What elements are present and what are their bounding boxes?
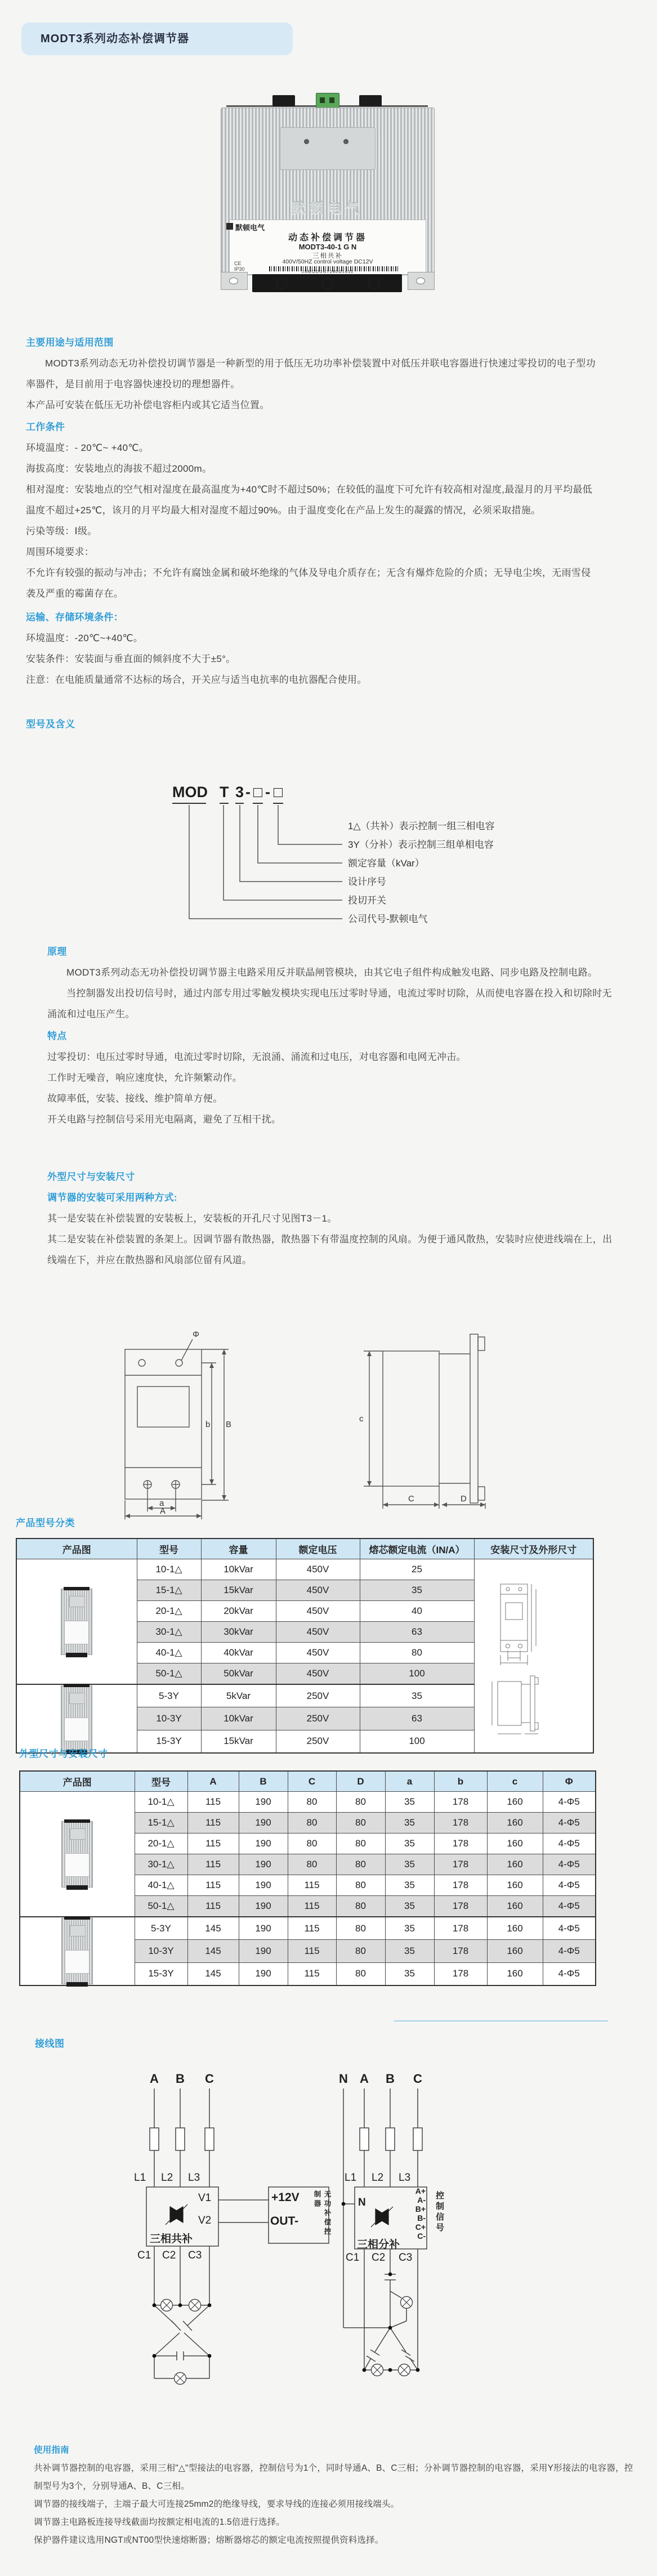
fuse-current-cell: 63	[360, 1707, 474, 1730]
title-banner	[21, 23, 293, 55]
control-signal-label: 控制信号	[435, 2191, 444, 2234]
wiring-diagram	[129, 2072, 642, 2409]
wiring-phase-label: C	[205, 2072, 214, 2086]
usage-paragraph-2: 本产品可安装在低压无功补偿电容柜内或其它适当位置。	[26, 400, 270, 410]
dimension-value-cell: 160	[487, 1875, 543, 1896]
dimension-value-cell: 178	[434, 1940, 487, 1962]
model-token-box2: □	[273, 784, 283, 804]
capacity-cell: 40kVar	[201, 1643, 276, 1663]
voltage-cell: 250V	[276, 1730, 360, 1753]
table-row	[16, 1559, 593, 1580]
dimension-value-cell: 160	[487, 1896, 543, 1917]
wiring-output-label: C3	[188, 2249, 202, 2261]
voltage-cell: 250V	[276, 1707, 360, 1730]
dimension-value-cell: 115	[288, 1962, 336, 1985]
device-led-panel	[280, 127, 376, 170]
model-cell: 50-1△	[135, 1896, 187, 1917]
product-photo-small	[61, 1918, 93, 1984]
wiring-output-label: C2	[162, 2249, 176, 2261]
feature-line: 过零投切：电压过零时导通，电流过零时切除，无浪涌、涌流和过电压，对电容器和电网无冲击。	[47, 1052, 466, 1062]
svg-text:c: c	[359, 1414, 364, 1424]
dimension-value-cell: 160	[487, 1940, 543, 1962]
table-header-cell: a	[385, 1771, 434, 1792]
dimension-value-cell: 35	[385, 1854, 434, 1875]
model-cell: 15-1△	[137, 1580, 201, 1601]
section-model-heading: 型号及含义	[26, 719, 75, 730]
front-view-drawing	[113, 1326, 236, 1520]
device-embossed-logo: 默顿电气	[292, 201, 364, 216]
table-header-cell: D	[336, 1771, 385, 1792]
dimension-value-cell: 190	[239, 1896, 288, 1917]
wiring-terminal-label: A-	[417, 2195, 426, 2204]
section-transport	[26, 607, 596, 690]
table-header-cell: 容量	[201, 1539, 276, 1559]
wiring-phase-label: A	[150, 2072, 159, 2086]
table-header-cell: 额定电压	[276, 1539, 360, 1559]
section-principle-heading: 原理	[47, 946, 67, 957]
fuse-current-cell: 63	[360, 1622, 474, 1643]
device-heatsink-body	[221, 108, 435, 275]
install-paragraph-2: 其二是安装在补偿装置的条架上。因调节器有散热器，散热器下有带温度控制的风扇。为便于通风散热，安装时应使进线端在上，出线端在下，并应在散热器和风扇部位留有风道。	[47, 1234, 613, 1265]
dimension-value-cell: 80	[336, 1792, 385, 1813]
device-bottom-terminals	[252, 274, 402, 292]
wiring-terminal-label: C-	[417, 2231, 426, 2240]
dimension-value-cell: 190	[239, 1875, 288, 1896]
dimension-value-cell: 145	[187, 1962, 239, 1985]
dimension-value-cell: 35	[385, 1833, 434, 1854]
dimension-value-cell: 145	[187, 1917, 239, 1940]
section-transport-heading: 运输、存储环境条件：	[26, 612, 123, 623]
svg-text:b: b	[205, 1420, 211, 1429]
terminal-screw	[322, 278, 333, 289]
section-usage-heading: 主要用途与适用范围	[26, 337, 114, 348]
section-guide-heading: 使用指南	[34, 2445, 69, 2455]
wiring-output-label: C1	[346, 2252, 360, 2264]
voltage-cell: 450V	[276, 1580, 360, 1601]
wiring-phase-label: B	[176, 2072, 185, 2086]
dimension-value-cell: 115	[187, 1896, 239, 1917]
dimension-value-cell: 190	[239, 1962, 288, 1985]
install-paragraph-1: 其一是安装在补偿装置的安装板上，安装板的开孔尺寸见图T3－1。	[47, 1213, 337, 1224]
model-token-mod: MOD	[172, 784, 206, 804]
dimension-value-cell: 115	[288, 1896, 336, 1917]
dimension-value-cell: 80	[288, 1854, 336, 1875]
model-cell: 10-1△	[137, 1559, 201, 1580]
dimension-value-cell: 35	[385, 1875, 434, 1896]
dimension-value-cell: 190	[239, 1854, 288, 1875]
product-photo-small	[61, 1685, 92, 1752]
table-header-cell: 安装尺寸及外形尺寸	[474, 1539, 593, 1559]
section-working-conditions	[26, 417, 596, 604]
fuse-current-cell: 35	[360, 1580, 474, 1601]
dimension-value-cell: 178	[434, 1792, 487, 1813]
section-principle	[47, 941, 615, 1025]
dimension-value-cell: 178	[434, 1962, 487, 1985]
dimension-value-cell: 115	[187, 1875, 239, 1896]
wiring-terminal-label: V1	[198, 2192, 212, 2204]
capacity-cell: 5kVar	[201, 1684, 276, 1707]
transport-line: 环境温度：-20℃~+40℃。	[26, 633, 144, 643]
table-header-cell: b	[434, 1771, 487, 1792]
product-image-cell	[20, 1917, 135, 1985]
dimension-value-cell: 4-Φ5	[543, 1875, 596, 1896]
working-line: 周围环境要求：	[26, 547, 95, 557]
mounting-ear-left	[221, 272, 248, 290]
dimension-value-cell: 80	[336, 1940, 385, 1962]
section-working-heading: 工作条件	[26, 422, 65, 432]
section-install	[47, 1166, 615, 1271]
wiring-phase-label: A	[360, 2072, 369, 2086]
dimensions-sketch	[475, 1572, 560, 1741]
voltage-cell: 450V	[276, 1601, 360, 1622]
model-dash: -	[245, 784, 251, 800]
model-cell: 5-3Y	[137, 1684, 201, 1707]
dimension-value-cell: 115	[288, 1940, 336, 1962]
model-label-1: 1△（共补）表示控制一组三相电容	[348, 821, 495, 831]
dimension-value-cell: 80	[288, 1833, 336, 1854]
principle-paragraph-2: 当控制器发出投切信号时，通过内部专用过零触发模块实现电压过零时导通，电流过零时切除，从而使电容器在投入和切除时无涌流和过电压产生。	[47, 988, 612, 1019]
dimension-value-cell: 80	[336, 1813, 385, 1833]
terminal-screw	[276, 278, 287, 289]
voltage-cell: 250V	[276, 1684, 360, 1707]
dimension-value-cell: 80	[288, 1792, 336, 1813]
dimension-value-cell: 115	[187, 1833, 239, 1854]
nameplate-ce-ip: CE IP30	[234, 261, 245, 272]
dimensions-sketch-cell	[474, 1559, 593, 1754]
voltage-cell: 450V	[276, 1622, 360, 1643]
dimension-value-cell: 160	[487, 1854, 543, 1875]
model-cell: 15-3Y	[137, 1730, 201, 1753]
wiring-output-label: C3	[399, 2252, 413, 2264]
wiring-terminal-label: B+	[415, 2204, 426, 2213]
brand-logo-icon	[226, 223, 233, 230]
fuse-current-cell: 80	[360, 1643, 474, 1663]
dimension-value-cell: 160	[487, 1813, 543, 1833]
page-title: MODT3系列动态补偿调节器	[41, 33, 189, 45]
dimension-value-cell: 178	[434, 1896, 487, 1917]
nameplate-brand: 默顿电气	[235, 222, 265, 232]
wiring-n-terminal-label: N	[358, 2197, 366, 2208]
dimension-value-cell: 115	[187, 1854, 239, 1875]
dimension-table	[19, 1770, 596, 1986]
device-terminal-block-right	[359, 95, 382, 106]
svg-text:a: a	[159, 1499, 164, 1508]
model-cell: 30-1△	[135, 1854, 187, 1875]
guide-line: 保护器件建议选用NGT或NT00型快速熔断器；熔断器熔芯的额定电流按照提供资料选择。	[34, 2535, 384, 2545]
wiring-input-label: L1	[134, 2172, 146, 2184]
dimension-value-cell: 35	[385, 1792, 434, 1813]
model-cell: 10-1△	[135, 1792, 187, 1813]
dimension-value-cell: 35	[385, 1940, 434, 1962]
dimension-value-cell: 115	[288, 1917, 336, 1940]
guide-line: 调节器的接线端子，主端子最大可连接25mm2的绝缘导线，要求导线的连接必须用接线端头。	[34, 2499, 400, 2509]
section-usage	[26, 332, 596, 415]
divider-rule	[394, 2020, 608, 2022]
table-header-cell: 产品图	[20, 1771, 135, 1792]
dimension-value-cell: 115	[288, 1875, 336, 1896]
table-header-cell: C	[288, 1771, 336, 1792]
nameplate-product: 动态补偿调节器	[288, 233, 367, 243]
product-image-cell	[16, 1684, 137, 1753]
dimension-value-cell: 178	[434, 1813, 487, 1833]
dimension-value-cell: 35	[385, 1896, 434, 1917]
dimension-value-cell: 178	[434, 1833, 487, 1854]
install-sub-heading: 调节器的安装可采用两种方式:	[47, 1192, 177, 1203]
product-image-cell	[16, 1559, 137, 1685]
capacity-cell: 50kVar	[201, 1663, 276, 1685]
model-cell: 20-1△	[137, 1601, 201, 1622]
working-line: 不允许有较强的振动与冲击；不允许有腐蚀金属和破坏绝缘的气体及导电介质存在；无含有爆炸危险的介质；无导电尘埃，无雨雪侵袭及严重的霉菌存在。	[26, 567, 591, 599]
svg-text:Φ: Φ	[193, 1330, 199, 1339]
dimension-value-cell: 80	[336, 1896, 385, 1917]
usage-paragraph-1: MODT3系列动态无功补偿投切调节器是一种新型的用于低压无功功率补偿装置中对低压并联电容器进行快速过零投切的电子型功率器件，是目前用于电容器快速投切的理想器件。	[26, 358, 596, 390]
dimension-value-cell: 80	[288, 1813, 336, 1833]
dimension-value-cell: 190	[239, 1833, 288, 1854]
dimension-value-cell: 115	[187, 1792, 239, 1813]
model-cell: 40-1△	[135, 1875, 187, 1896]
side-view-drawing	[355, 1326, 495, 1520]
wiring-terminal-label: C+	[415, 2222, 426, 2231]
fuse-current-cell: 40	[360, 1601, 474, 1622]
dimension-value-cell: 190	[239, 1792, 288, 1813]
dimension-value-cell: 4-Φ5	[543, 1813, 596, 1833]
dimension-value-cell: 4-Φ5	[543, 1833, 596, 1854]
dimension-value-cell: 160	[487, 1833, 543, 1854]
section-features	[47, 1026, 615, 1130]
table-header-cell: Φ	[543, 1771, 596, 1792]
wiring-input-label: L1	[345, 2172, 357, 2184]
voltage-cell: 450V	[276, 1643, 360, 1663]
table-header-cell: B	[239, 1771, 288, 1792]
model-token-box1: □	[253, 784, 263, 804]
section-guide	[34, 2441, 642, 2550]
section-install-heading: 外型尺寸与安装尺寸	[47, 1171, 135, 1182]
capacity-cell: 10kVar	[201, 1559, 276, 1580]
model-token-t: T	[220, 784, 229, 804]
wiring-output-label: C1	[137, 2249, 151, 2261]
dimension-value-cell: 178	[434, 1875, 487, 1896]
dimension-value-cell: 80	[336, 1875, 385, 1896]
wiring-box-label: 三相共补	[150, 2233, 193, 2245]
dimension-value-cell: 115	[187, 1813, 239, 1833]
model-cell: 15-1△	[135, 1813, 187, 1833]
section-wiring-heading: 接线图	[35, 2038, 65, 2049]
working-line: 海拔高度：安装地点的海拔不超过2000m。	[26, 463, 212, 474]
model-label-5: 投切开关	[348, 895, 386, 906]
table-row	[20, 1792, 596, 1813]
controller-out-label: OUT-	[270, 2215, 299, 2228]
feature-line: 工作时无噪音，响应速度快，允许频繁动作。	[47, 1072, 242, 1083]
model-cell: 10-3Y	[137, 1707, 201, 1730]
product-photo	[221, 93, 433, 298]
nameplate-model: MODT3-40-1 G N	[298, 243, 357, 251]
dimension-value-cell: 4-Φ5	[543, 1940, 596, 1962]
model-label-6: 公司代号-默顿电气	[348, 914, 428, 924]
dimension-value-cell: 190	[239, 1917, 288, 1940]
model-cell: 30-1△	[137, 1622, 201, 1643]
dimension-value-cell: 190	[239, 1813, 288, 1833]
feature-line: 故障率低，安装、接线、维护简单方便。	[47, 1093, 223, 1104]
device-control-terminal	[316, 93, 339, 109]
dimension-value-cell: 160	[487, 1917, 543, 1940]
wiring-terminal-label: A+	[415, 2186, 426, 2195]
dimension-value-cell: 145	[187, 1940, 239, 1962]
svg-text:A: A	[160, 1506, 166, 1516]
dimension-value-cell: 160	[487, 1792, 543, 1813]
model-dash: -	[265, 784, 270, 800]
transport-line: 安装条件：安装面与垂直面的倾斜度不大于±5°。	[26, 654, 236, 664]
guide-line: 共补调节器控制的电容器，采用三相"△"型接法的电容器，控制信号为1个，同时导通A、B、C三相；分补调节器控制的电容器，采用Y形接法的电容器，控制型号为3个，分别导通A、B、C三相。	[34, 2463, 633, 2491]
led-indicator	[343, 139, 348, 144]
wiring-input-label: L3	[188, 2172, 200, 2184]
capacity-cell: 10kVar	[201, 1707, 276, 1730]
dimension-value-cell: 160	[487, 1962, 543, 1985]
wiring-input-label: L2	[161, 2172, 173, 2184]
fuse-current-cell: 100	[360, 1663, 474, 1685]
wiring-terminal-label: V2	[198, 2215, 212, 2226]
led-indicator	[304, 139, 309, 144]
feature-line: 开关电路与控制信号采用光电隔离，避免了互相干扰。	[47, 1114, 281, 1125]
guide-line: 调节器主电路板连接导线截面均按额定相电流的1.5倍进行选择。	[34, 2517, 285, 2527]
wiring-input-label: L3	[399, 2172, 411, 2184]
terminal-screw	[368, 278, 379, 289]
svg-text:B: B	[226, 1420, 232, 1429]
working-line: 相对湿度：安装地点的空气相对湿度在最高温度为+40℃时不超过50%；在较低的温度下可允许有较高相对湿度,最湿月的月平均最低温度不超过+25℃，该月的月平均最大相对湿度不超过90%。由于温度变化在产品上发生的凝露的情况，必须采取措施。	[26, 484, 592, 516]
classification-table	[16, 1538, 594, 1754]
dimension-value-cell: 4-Φ5	[543, 1792, 596, 1813]
capacity-cell: 30kVar	[201, 1622, 276, 1643]
table-header-cell: 型号	[135, 1771, 187, 1792]
fuse-current-cell: 25	[360, 1559, 474, 1580]
controller-name-label: 无功补偿控制器	[313, 2190, 331, 2237]
section-dim-table-heading: 外型尺寸与安装尺寸	[19, 1748, 108, 1759]
dimension-value-cell: 80	[336, 1854, 385, 1875]
model-cell: 50-1△	[137, 1663, 201, 1685]
dimension-value-cell: 4-Φ5	[543, 1917, 596, 1940]
model-cell: 40-1△	[137, 1643, 201, 1663]
product-photo-small	[61, 1589, 92, 1655]
table-header-cell: A	[187, 1771, 239, 1792]
dimension-value-cell: 80	[336, 1917, 385, 1940]
nameplate-rating: 400V/50HZ control voltage DC12V	[282, 258, 373, 265]
product-photo-small	[61, 1821, 93, 1888]
table-header-cell: 产品图	[16, 1539, 137, 1559]
device-terminal-block-left	[272, 95, 295, 106]
wiring-box-label: 三相分补	[357, 2239, 400, 2251]
capacity-cell: 15kVar	[201, 1730, 276, 1753]
working-line: 污染等级：Ⅰ级。	[26, 526, 97, 536]
table-header-cell: 型号	[137, 1539, 201, 1559]
dimension-value-cell: 80	[336, 1833, 385, 1854]
capacity-cell: 15kVar	[201, 1580, 276, 1601]
product-image-cell	[20, 1792, 135, 1917]
wiring-phase-label: C	[413, 2072, 422, 2086]
controller-plus-label: +12V	[271, 2191, 300, 2204]
fuse-current-cell: 35	[360, 1684, 474, 1707]
capacity-cell: 20kVar	[201, 1601, 276, 1622]
svg-text:D: D	[461, 1494, 467, 1504]
wiring-terminal-label: B-	[417, 2213, 426, 2222]
dimension-value-cell: 4-Φ5	[543, 1854, 596, 1875]
dimension-value-cell: 178	[434, 1917, 487, 1940]
wiring-neutral-label: N	[339, 2072, 348, 2086]
working-line: 环境温度：- 20℃~ +40℃。	[26, 442, 149, 453]
svg-text:C: C	[408, 1494, 414, 1504]
model-label-2: 3Y（分补）表示控制三组单相电容	[348, 839, 494, 850]
mounting-ear-right	[408, 272, 435, 290]
dimension-value-cell: 35	[385, 1917, 434, 1940]
section-classification-heading: 产品型号分类	[16, 1518, 75, 1528]
device-nameplate	[229, 220, 426, 275]
dimension-value-cell: 4-Φ5	[543, 1962, 596, 1985]
dimension-value-cell: 35	[385, 1813, 434, 1833]
section-features-heading: 特点	[47, 1031, 67, 1041]
dimension-value-cell: 4-Φ5	[543, 1896, 596, 1917]
model-cell: 10-3Y	[135, 1940, 187, 1962]
table-header-cell: c	[487, 1771, 543, 1792]
dimension-value-cell: 190	[239, 1940, 288, 1962]
voltage-cell: 450V	[276, 1559, 360, 1580]
principle-paragraph-1: MODT3系列动态无功补偿投切调节器主电路采用反并联晶闸管模块，由其它电子组件构成触发电路、同步电路及控制电路。	[66, 967, 598, 978]
voltage-cell: 450V	[276, 1663, 360, 1685]
model-token-3: 3	[235, 784, 244, 804]
wiring-phase-label: B	[386, 2072, 395, 2086]
dimension-value-cell: 80	[336, 1962, 385, 1985]
model-cell: 5-3Y	[135, 1917, 187, 1940]
table-row	[20, 1917, 596, 1940]
transport-line: 注意：在电能质量通常不达标的场合，开关应与适当电抗率的电抗器配合使用。	[26, 674, 367, 685]
nameplate-phase: 三相共补	[312, 253, 343, 260]
model-cell: 20-1△	[135, 1833, 187, 1854]
model-label-3: 额定容量（kVar）	[348, 858, 424, 869]
table-header-cell: 熔芯额定电流（IN/A）	[360, 1539, 474, 1559]
wiring-output-label: C2	[372, 2252, 386, 2264]
wiring-input-label: L2	[372, 2172, 384, 2184]
nameplate-serial: JSMODUNT240G1611	[301, 269, 354, 274]
model-label-4: 设计序号	[348, 876, 386, 887]
dimension-value-cell: 35	[385, 1962, 434, 1985]
dimension-value-cell: 178	[434, 1854, 487, 1875]
model-cell: 15-3Y	[135, 1962, 187, 1985]
fuse-current-cell: 100	[360, 1730, 474, 1753]
